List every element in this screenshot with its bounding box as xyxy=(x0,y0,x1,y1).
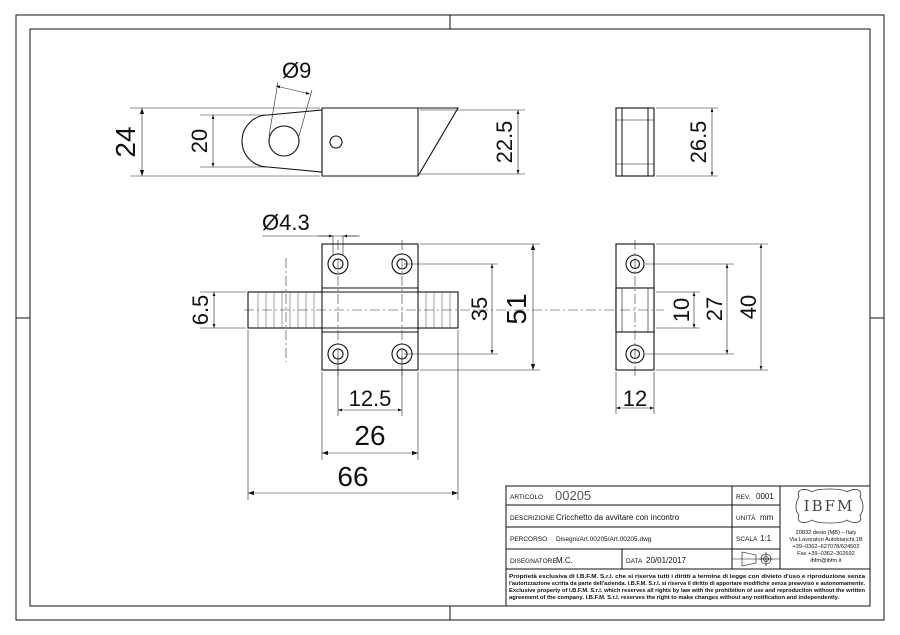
notice-line-4: agreement of the company. I.B.F.M. S.r.l. reserves the right to make changes without any notification and independently. xyxy=(509,595,840,601)
notice-line-1: Proprietà esclusiva di I.B.F.M. S.r.l. che si riserva tutti i diritti a termine di legge con divieto d'uso e riproduzione senza xyxy=(509,574,867,580)
dim-keeper-length: 40 xyxy=(736,294,761,320)
dim-keeper-width: 12 xyxy=(622,386,648,411)
articolo-value: 00205 xyxy=(555,488,592,503)
unita-label: UNITÀ xyxy=(736,515,756,522)
articolo-label: ARTICOLO xyxy=(510,494,544,501)
company-address-2: Via Lavoratori Autobianchi,1B xyxy=(789,537,863,543)
company-fax: Fax +39–0362–302692 xyxy=(797,551,855,557)
percorso-value: Disegni/Art.00205/Art.00205.dwg xyxy=(556,536,652,543)
data-label: DATA xyxy=(626,558,643,565)
unita-value: mm xyxy=(760,513,774,522)
scala-value: 1:1 xyxy=(760,534,772,543)
dim-eye-height: 20 xyxy=(187,128,212,154)
descrizione-value: Cricchetto da avvitare con incontro xyxy=(556,513,680,522)
percorso-label: PERCORSO xyxy=(510,536,548,543)
dim-slot-width: 10 xyxy=(669,297,694,323)
dim-hole-spacing-h: 12.5 xyxy=(348,386,392,411)
company-email: ibfm@ibfm.it xyxy=(810,558,842,564)
dim-overall-height-outer: 24 xyxy=(110,126,141,158)
notice-line-2: l'autorizzazione scritta da parte dell'azienda. I.B.F.M. S.r.l. si riserva il diritto di apportare modifiche senza preavviso e autonomamente. xyxy=(509,581,866,587)
dim-bolt-thickness: 6.5 xyxy=(188,294,213,326)
dim-hole-spacing-v: 35 xyxy=(467,296,492,322)
scala-label: SCALA xyxy=(736,536,758,543)
logo-text: IBFM xyxy=(803,497,855,515)
dim-hole-diameter: Ø9 xyxy=(282,58,312,83)
disegnatore-value: M.C. xyxy=(556,556,573,565)
company-address-1: 20832 desio (MB) – Italy xyxy=(795,530,857,536)
dim-keeper-hole-spacing: 27 xyxy=(702,296,727,322)
notice-line-3: Exclusive property of I.B.F.M. S.r.l. which reserves all rights by law with the prohibition of use and reproduction without the written xyxy=(509,588,865,594)
rev-label: REV. xyxy=(736,494,751,501)
dim-side-height: 22.5 xyxy=(492,120,517,164)
descrizione-label: DESCRIZIONE xyxy=(510,515,555,522)
dim-screw-hole: Ø4.3 xyxy=(262,210,310,235)
dim-keeper-height: 26.5 xyxy=(686,120,711,164)
dim-overall-length: 66 xyxy=(337,461,369,492)
rev-value: 0001 xyxy=(756,492,774,501)
company-phone: +39–0362–627078/624502 xyxy=(792,544,860,550)
dim-plate-height: 51 xyxy=(501,293,532,325)
data-value: 20/01/2017 xyxy=(646,556,687,565)
disegnatore-label: DISEGNATORE xyxy=(510,558,557,565)
dim-plate-width: 26 xyxy=(354,420,386,451)
front-view xyxy=(200,236,614,500)
